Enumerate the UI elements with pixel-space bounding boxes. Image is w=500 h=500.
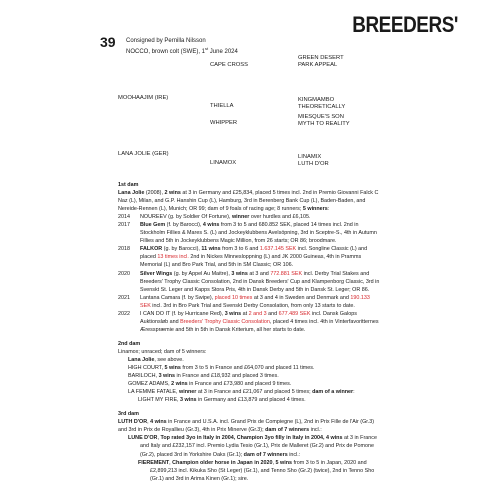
second-dam-list: [118, 356, 380, 404]
text-run: 3 wins: [231, 270, 248, 277]
second-dam-entry: [118, 364, 380, 372]
text-run: Blue Gem: [140, 222, 166, 229]
second-dam-entry: [118, 380, 380, 388]
third-dam-entry: [118, 434, 380, 458]
horse-description: NOCCO, brown colt (SWE), 1st June 2024: [126, 46, 238, 55]
second-dam-heading: 2nd dam: [118, 340, 141, 347]
third-dam-list: [118, 418, 380, 482]
text-run: dam of a winner: [312, 389, 354, 396]
produce-entry: [118, 245, 380, 269]
text-run: Champion older horse in Japan in 2020: [172, 459, 273, 466]
text-run: from 3 to 6 and: [220, 246, 260, 253]
produce-entry: [118, 294, 380, 310]
third-dam-entry: [118, 418, 380, 434]
second-dam-entry: [118, 372, 380, 380]
third-dam-entry: [118, 459, 380, 483]
pedigree-ddd: LUTH D'OR: [298, 161, 329, 167]
consignment-info: [126, 37, 238, 56]
produce-entry: [118, 221, 380, 245]
pedigree-dam: LANA JOLIE (GER): [118, 151, 169, 157]
text-run: 11 wins: [201, 246, 221, 253]
pedigree-dss: MIESQUE'S SON: [298, 114, 344, 120]
text-run: incl. 3rd in Bro Park Trial and Svenskt Derby Consolation, from only 13 starts to date.: [150, 302, 355, 309]
text-run: LIGHT MY FIRE,: [138, 397, 181, 404]
text-run: ,: [272, 459, 276, 466]
text-run: 3 wins: [180, 397, 197, 404]
text-run: (g. by Appel Au Maitre),: [172, 270, 232, 277]
second-dam-entry: [118, 396, 380, 404]
produce-year: 2014: [118, 214, 130, 221]
text-run: incl. Songline Classic (L) and placed: [140, 246, 368, 261]
text-run: incl. Dansk Galops Auktionsløb and: [140, 310, 357, 325]
text-run: 190.133 SEK: [140, 294, 370, 309]
text-run: Silver Wings: [140, 270, 173, 277]
second-dam-entry: [118, 356, 380, 364]
text-run: over hurdles and £6,105.: [249, 214, 311, 221]
text-run: , see above.: [154, 356, 184, 363]
text-run: (g. by Barocci),: [162, 246, 202, 253]
text-run: winner: [231, 214, 250, 221]
text-run: in France and £18,932 and placed 3 times.: [175, 373, 279, 380]
consignor: Consigned by Pernilla Nilsson: [126, 38, 206, 44]
lot-number: 39: [100, 34, 116, 50]
text-run: from 3 to 5 and 680.852 SEK, placed 14 times incl. 2nd in Stockholm Fillies & Mares S. (L) and Jockeyklubbens Avelsöpning, 3rd in Sceptre-S., 4th in Autumn Fillies and 5th in Jockeyklubbens Magic Million, from 26 starts; OR 86; broodmare.: [140, 222, 377, 245]
text-run: ,: [147, 419, 151, 426]
text-run: 5 wins: [164, 365, 181, 372]
text-run: 4 wins: [150, 419, 167, 426]
pedigree-dds: LINAMIX: [298, 154, 322, 160]
text-run: ,: [157, 435, 161, 442]
produce-entry: [118, 310, 380, 334]
produce-year: 2021: [118, 294, 130, 301]
pedigree-ssd: PARK APPEAL: [298, 62, 338, 68]
text-run: Lantana Camara (f. by Swipe),: [140, 294, 215, 301]
text-run: at 3 in France and Italy and £232,157 incl. Premio Lydia Tesio (Gr.1), Prix de Malleret (Gr.2) and Prix de Pomone (Gr.2), placed 3rd in Yorkshire Oaks (Gr.1);: [140, 435, 377, 458]
text-run: 13 times incl.: [157, 254, 189, 261]
produce-year: 2018: [118, 246, 130, 253]
first-dam-intro: Lana Jolie (2008), 2 wins at 3 in Germany and £25,834, placed 5 times incl. 2nd in Premio Giovanni Falck C Naz (L), Milan, and G.P. Hanshin Cup (L), Hamburg, 3rd in Berenberg Bank Cup (L), Baden-Baden, and Nereide-Rennen (L), Munich; OR 99; dam of 9 foals of racing age; 8 runners; 5 winners:: [118, 190, 379, 213]
produce-entry: [118, 213, 380, 221]
pedigree-dam-sire: WHIPPER: [210, 120, 238, 126]
text-run: 1.637.145 SEK: [259, 246, 297, 253]
pedigree-sire-sire: CAPE CROSS: [210, 62, 249, 68]
text-run: 3 wins: [224, 310, 242, 317]
third-dam-heading: 3rd dam: [118, 411, 139, 418]
text-run: :: [353, 389, 355, 396]
pedigree-sire-dam: THIELLA: [210, 103, 234, 109]
produce-entry: [118, 270, 380, 294]
text-run: NOUREEV (g. by Soldier Of Fortune),: [140, 214, 232, 221]
text-run: FALKOR: [140, 246, 163, 253]
text-run: 2 and 3: [248, 310, 267, 317]
text-run: Breeders' Trophy Classic Consolation: [180, 318, 270, 325]
text-run: 2nd in Nickes Minnesloppning (L) and JK 2000 Guineas, 4th in Pramms Memorial (L) and Bro Park Trial, and 5th in SM Classic; OR 106.: [140, 254, 362, 269]
second-dam-intro: Linamox; unraced; dam of 5 winners:: [118, 348, 207, 355]
text-run: 677.489 SEK: [278, 310, 311, 317]
text-run: 4 wins: [202, 222, 220, 229]
pedigree-sire: MOOHAAJIM (IRE): [118, 95, 169, 101]
breeders-logo: BREEDERS': [352, 12, 458, 37]
pedigree-dsd: MYTH TO REALITY: [298, 121, 350, 127]
text-run: at 3 and: [247, 270, 271, 277]
text-run: 772.881 SEK: [270, 270, 303, 277]
text-run: placed 10 times: [214, 294, 253, 301]
text-run: BARILOCH,: [128, 373, 159, 380]
text-run: at: [241, 310, 249, 317]
text-run: at 3 and 4 in Sweden and Denmark and: [252, 294, 351, 301]
text-run: 2 wins: [171, 381, 188, 388]
text-run: and: [266, 310, 279, 317]
pedigree-sdd: THEORETICALLY: [298, 104, 346, 110]
text-run: incl.:: [287, 451, 301, 458]
produce-year: 2017: [118, 222, 130, 229]
text-run: LUNE D'OR: [128, 435, 158, 442]
text-run: FIEREMENT: [138, 459, 170, 466]
text-run: Top rated 3yo in Italy in 2004, Champion 3yo filly in Italy in 2004, 4 wins: [160, 435, 343, 442]
text-run: , placed 4 times incl. 4th in Vinterfavoritternes Æresspræmie and 5th in 5th in Dansk Kriterium, all her starts to date.: [140, 318, 379, 333]
text-run: LA FEMME FATALE,: [128, 389, 180, 396]
text-run: dam of 7 winners: [265, 427, 310, 434]
text-run: 3 wins: [158, 373, 176, 380]
text-run: HIGH COURT,: [128, 365, 165, 372]
second-dam-entry: [118, 388, 380, 396]
text-run: from 3 to 5 in France and £64,070 and placed 11 times.: [180, 365, 315, 372]
pedigree-sds: KINGMAMBO: [298, 97, 335, 103]
text-run: ,: [169, 459, 173, 466]
text-run: winner: [179, 389, 197, 396]
catalogue-body: [118, 178, 380, 483]
text-run: dam of 7 winners: [243, 451, 288, 458]
pedigree-dam-dam: LINAMOX: [210, 160, 237, 166]
text-run: 5 wins: [275, 459, 292, 466]
produce-year: 2022: [118, 310, 130, 317]
text-run: Lana Jolie: [128, 356, 155, 363]
text-run: GOMEZ ADAMS,: [128, 381, 172, 388]
text-run: LUTH D'OR: [118, 419, 148, 426]
text-run: in France and £73,980 and placed 9 times.: [187, 381, 292, 388]
text-run: in France and U.S.A. incl. Grand Prix de Compiegne (L), 2nd in Prix Fille de l'Air (Gr.3) and 3rd in Prix de Royallieu (Gr.3), 4th in Prix Minerve (Gr.3);: [118, 419, 375, 434]
text-run: incl. Derby Trial Stakes and Breeders' Trophy Classic Consolation, 2nd in Dansk Breeders' Cup and Klampenborg Classic, 3rd in Svenskt St. Leger and Kapps Stora Pris, 4th in Dansk Derby and 5th in Dansk St. Leger; OR 86.: [140, 270, 380, 293]
text-run: from 3 to 5 in Japan, 2020 and £2,899,213 incl. Kikuka Sho (St Leger) (Gr.1), and Tenno Sho (Gr.2) (twice), 2nd in Tenno Sho (Gr.1) and 3rd in Arima Kinen (Gr.1); sire.: [150, 459, 375, 482]
text-run: incl.:: [309, 427, 322, 434]
text-run: (f. by Barocci),: [165, 222, 203, 229]
text-run: in Germany and £13,879 and placed 4 times.: [196, 397, 306, 404]
text-run: at 3 in France and £21,067 and placed 5 times;: [196, 389, 313, 396]
produce-year: 2020: [118, 270, 130, 277]
pedigree-sss: GREEN DESERT: [298, 55, 344, 61]
first-dam-heading: 1st dam: [118, 182, 139, 188]
produce-list: [118, 213, 380, 334]
text-run: I CAN DO IT (f. by Hurricane Red),: [140, 310, 225, 317]
